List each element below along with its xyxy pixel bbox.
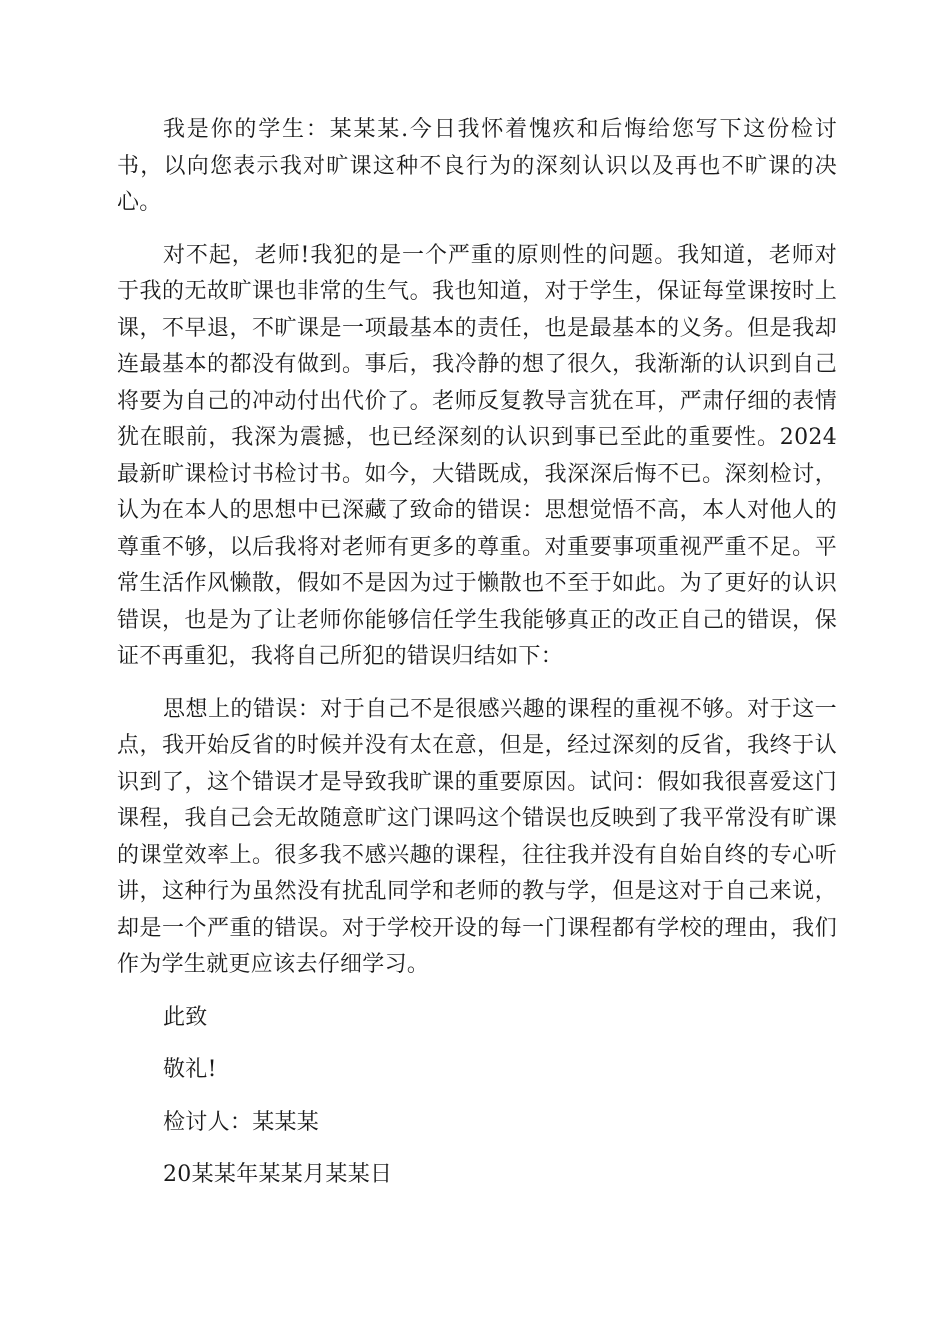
closing-salutation: 此致 — [163, 1004, 208, 1030]
date-line: 20某某年某某月某某日 — [163, 1162, 393, 1187]
closing-regards: 敬礼! — [163, 1057, 217, 1082]
document-page — [117, 112, 837, 1210]
paragraph-apology: 对不起，老师!我犯的是一个严重的原则性的问题。我知道，老师对于我的无故旷课也非常的生气。我也知道，对于学生，保证每堂课按时上课，不早退，不旷课是一项最基本的责任，也是最基本的义务。但是我却连最基本的都没有做到。事后，我冷静的想了很久，我渐渐的认识到自己将要为自己的冲动付出代价了。老师反复教导言犹在耳，严肃仔细的表情犹在眼前，我深为震撼，也已经深刻的认识到事已至此的重要性。2024最新旷课检讨书检讨书。如今，大错既成，我深深后悔不已。深刻检讨，认为在本人的思想中已深藏了致命的错误：思想觉悟不高，本人对他人的尊重不够，以后我将对老师有更多的尊重。对重要事项重视严重不足。平常生活作风懒散，假如不是因为过于懒散也不至于如此。为了更好的认识错误，也是为了让老师你能够信任学生我能够真正的改正自己的错误，保证不再重犯，我将自己所犯的错误归结如下： — [117, 242, 837, 669]
paragraph-intro: 我是你的学生：某某某.今日我怀着愧疚和后悔给您写下这份检讨书，以向您表示我对旷课这种不良行为的深刻认识以及再也不旷课的决心。 — [117, 117, 837, 215]
signature-line: 检讨人：某某某 — [163, 1109, 320, 1135]
paragraph-mistakes: 思想上的错误：对于自己不是很感兴趣的课程的重视不够。对于这一点，我开始反省的时候并没有太在意，但是，经过深刻的反省，我终于认识到了，这个错误才是导致我旷课的重要原因。试问：假如我很喜爱这门课程，我自己会无故随意旷这门课吗这个错误也反映到了我平常没有旷课的课堂效率上。很多我不感兴趣的课程，往往我并没有自始自终的专心听讲，这种行为虽然没有扰乱同学和老师的教与学，但是这对于自己来说，却是一个严重的错误。对于学校开设的每一门课程都有学校的理由，我们作为学生就更应该去仔细学习。 — [117, 696, 837, 977]
